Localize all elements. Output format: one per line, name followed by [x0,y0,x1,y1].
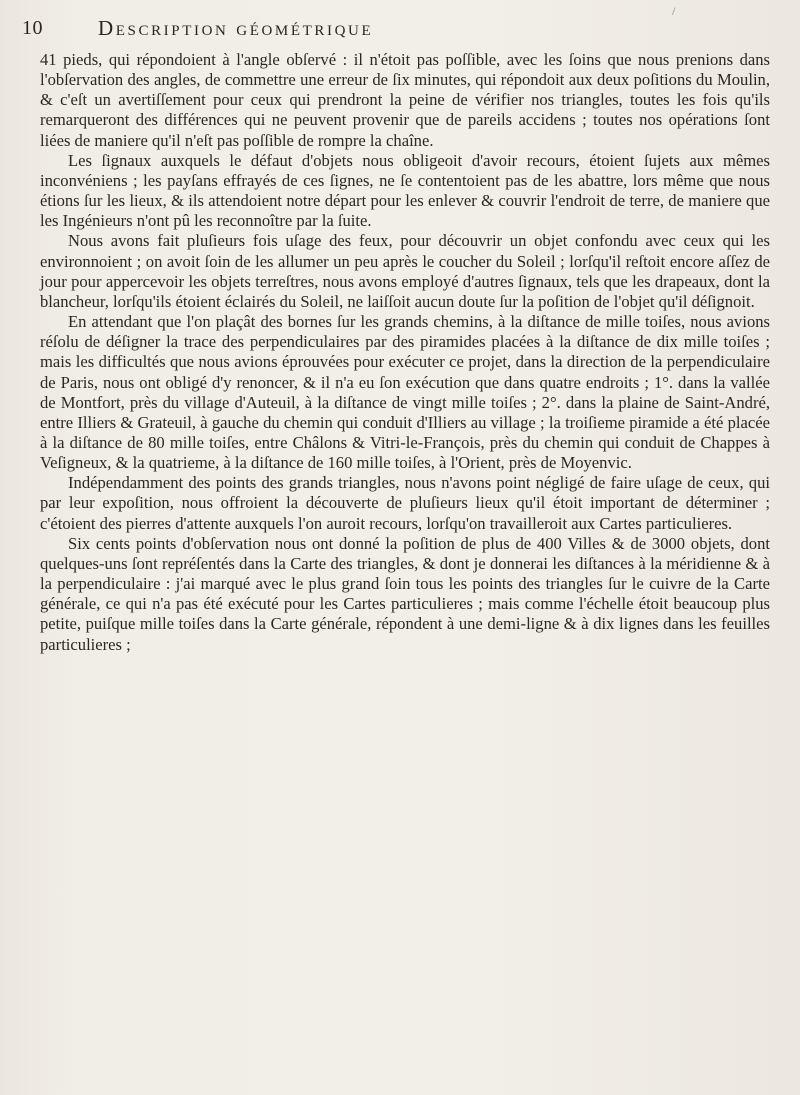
paragraph-points: Indépendamment des points des grands triangles, nous n'avons point négligé de faire uſage de ceux, qui par leur expoſition, nous offroient la découverte de pluſieurs lieux qu'il étoit important de déterminer ; c'étoient des pierres d'attente auxquels l'on auroit recours, lorſqu'on travailleroit aux Cartes particulieres. [40,473,770,533]
body-text [40,50,770,655]
paragraph-six-cents: Six cents points d'obſervation nous ont donné la poſition de plus de 400 Villes & de 3000 objets, dont quelques-uns ſont repréſentés dans la Carte des triangles, & dont je donnerai les diſtances à la méridienne & à la perpendiculaire : j'ai marqué avec le plus grand ſoin tous les points des triangles ſur le cuivre de la Carte générale, ce qui n'a pas été exécuté pour les Cartes particulieres ; mais comme l'échelle étoit beaucoup plus petite, puiſque mille toiſes dans la Carte générale, répondent à une demi-ligne & à dix lignes dans les feuilles particulieres ; [40,533,770,654]
scan-mark: / [672,4,676,18]
running-title: Description géométrique [98,16,374,40]
page-header [22,16,764,46]
paragraph-bornes: En attendant que l'on plaçât des bornes ſur les grands chemins, à la diſtance de mille toiſes, nous avions réſolu de déſigner la trace des perpendiculaires par des piramides placées à la diſtance de dix mille toiſes ; mais les difficultés que nous avions éprouvées pour exécuter ce projet, dans la direction de la perpendiculaire de Paris, nous ont obligé d'y renoncer, & il n'a eu ſon exécution que dans quatre endroits ; 1°. dans la vallée de Montfort, près du village d'Auteuil, à la diſtance de vingt mille toiſes ; 2°. dans la plaine de Saint-André, entre Illiers & Grateuil, à gauche du chemin qui conduit d'Illiers au village ; la troiſieme piramide a été placée à la diſtance de 80 mille toiſes, entre Châlons & Vitri-le-François, près du chemin qui conduit de Chappes à Veſigneux, & la quatrieme, à la diſtance de 160 mille toiſes, à l'Orient, près de Moyenvic. [40,312,770,473]
paragraph-signaux: Les ſignaux auxquels le défaut d'objets nous obligeoit d'avoir recours, étoient ſujets aux mêmes inconvéniens ; les payſans effrayés de ces ſignes, ne ſe contentoient pas de les abattre, lors même que nous étions ſur les lieux, & ils attendoient notre départ pour les enlever & couvrir l'endroit de terre, de maniere que les Ingénieurs n'ont pû les reconnoître par la ſuite. [40,150,770,231]
page-number: 10 [22,17,43,39]
paragraph-feux: Nous avons fait pluſieurs fois uſage des feux, pour découvrir un objet confondu avec ceux qui les environnoient ; on avoit ſoin de les allumer un peu après le coucher du Soleil ; lorſqu'il reſtoit encore aſſez de jour pour appercevoir les objets terreſtres, nous avons employé d'autres ſignaux, tels que les drapeaux, dont la blancheur, lorſqu'ils étoient éclairés du Soleil, ne laiſſoit aucun doute ſur la poſition de l'objet qu'il déſignoit. [40,231,770,311]
paragraph-continuation: 41 pieds, qui répondoient à l'angle obſervé : il n'étoit pas poſſible, avec les ſoins que nous prenions dans l'obſervation des angles, de commettre une erreur de ſix minutes, qui répondoit aux deux poſitions du Moulin, & c'eſt un avertiſſement pour ceux qui prendront la peine de vérifier nos triangles, toutes les fois qu'ils remarqueront des différences qui ne peuvent provenir que de pareils accidens ; toutes nos opérations ſont liées de maniere qu'il n'eſt pas poſſible de rompre la chaîne. [40,50,770,150]
